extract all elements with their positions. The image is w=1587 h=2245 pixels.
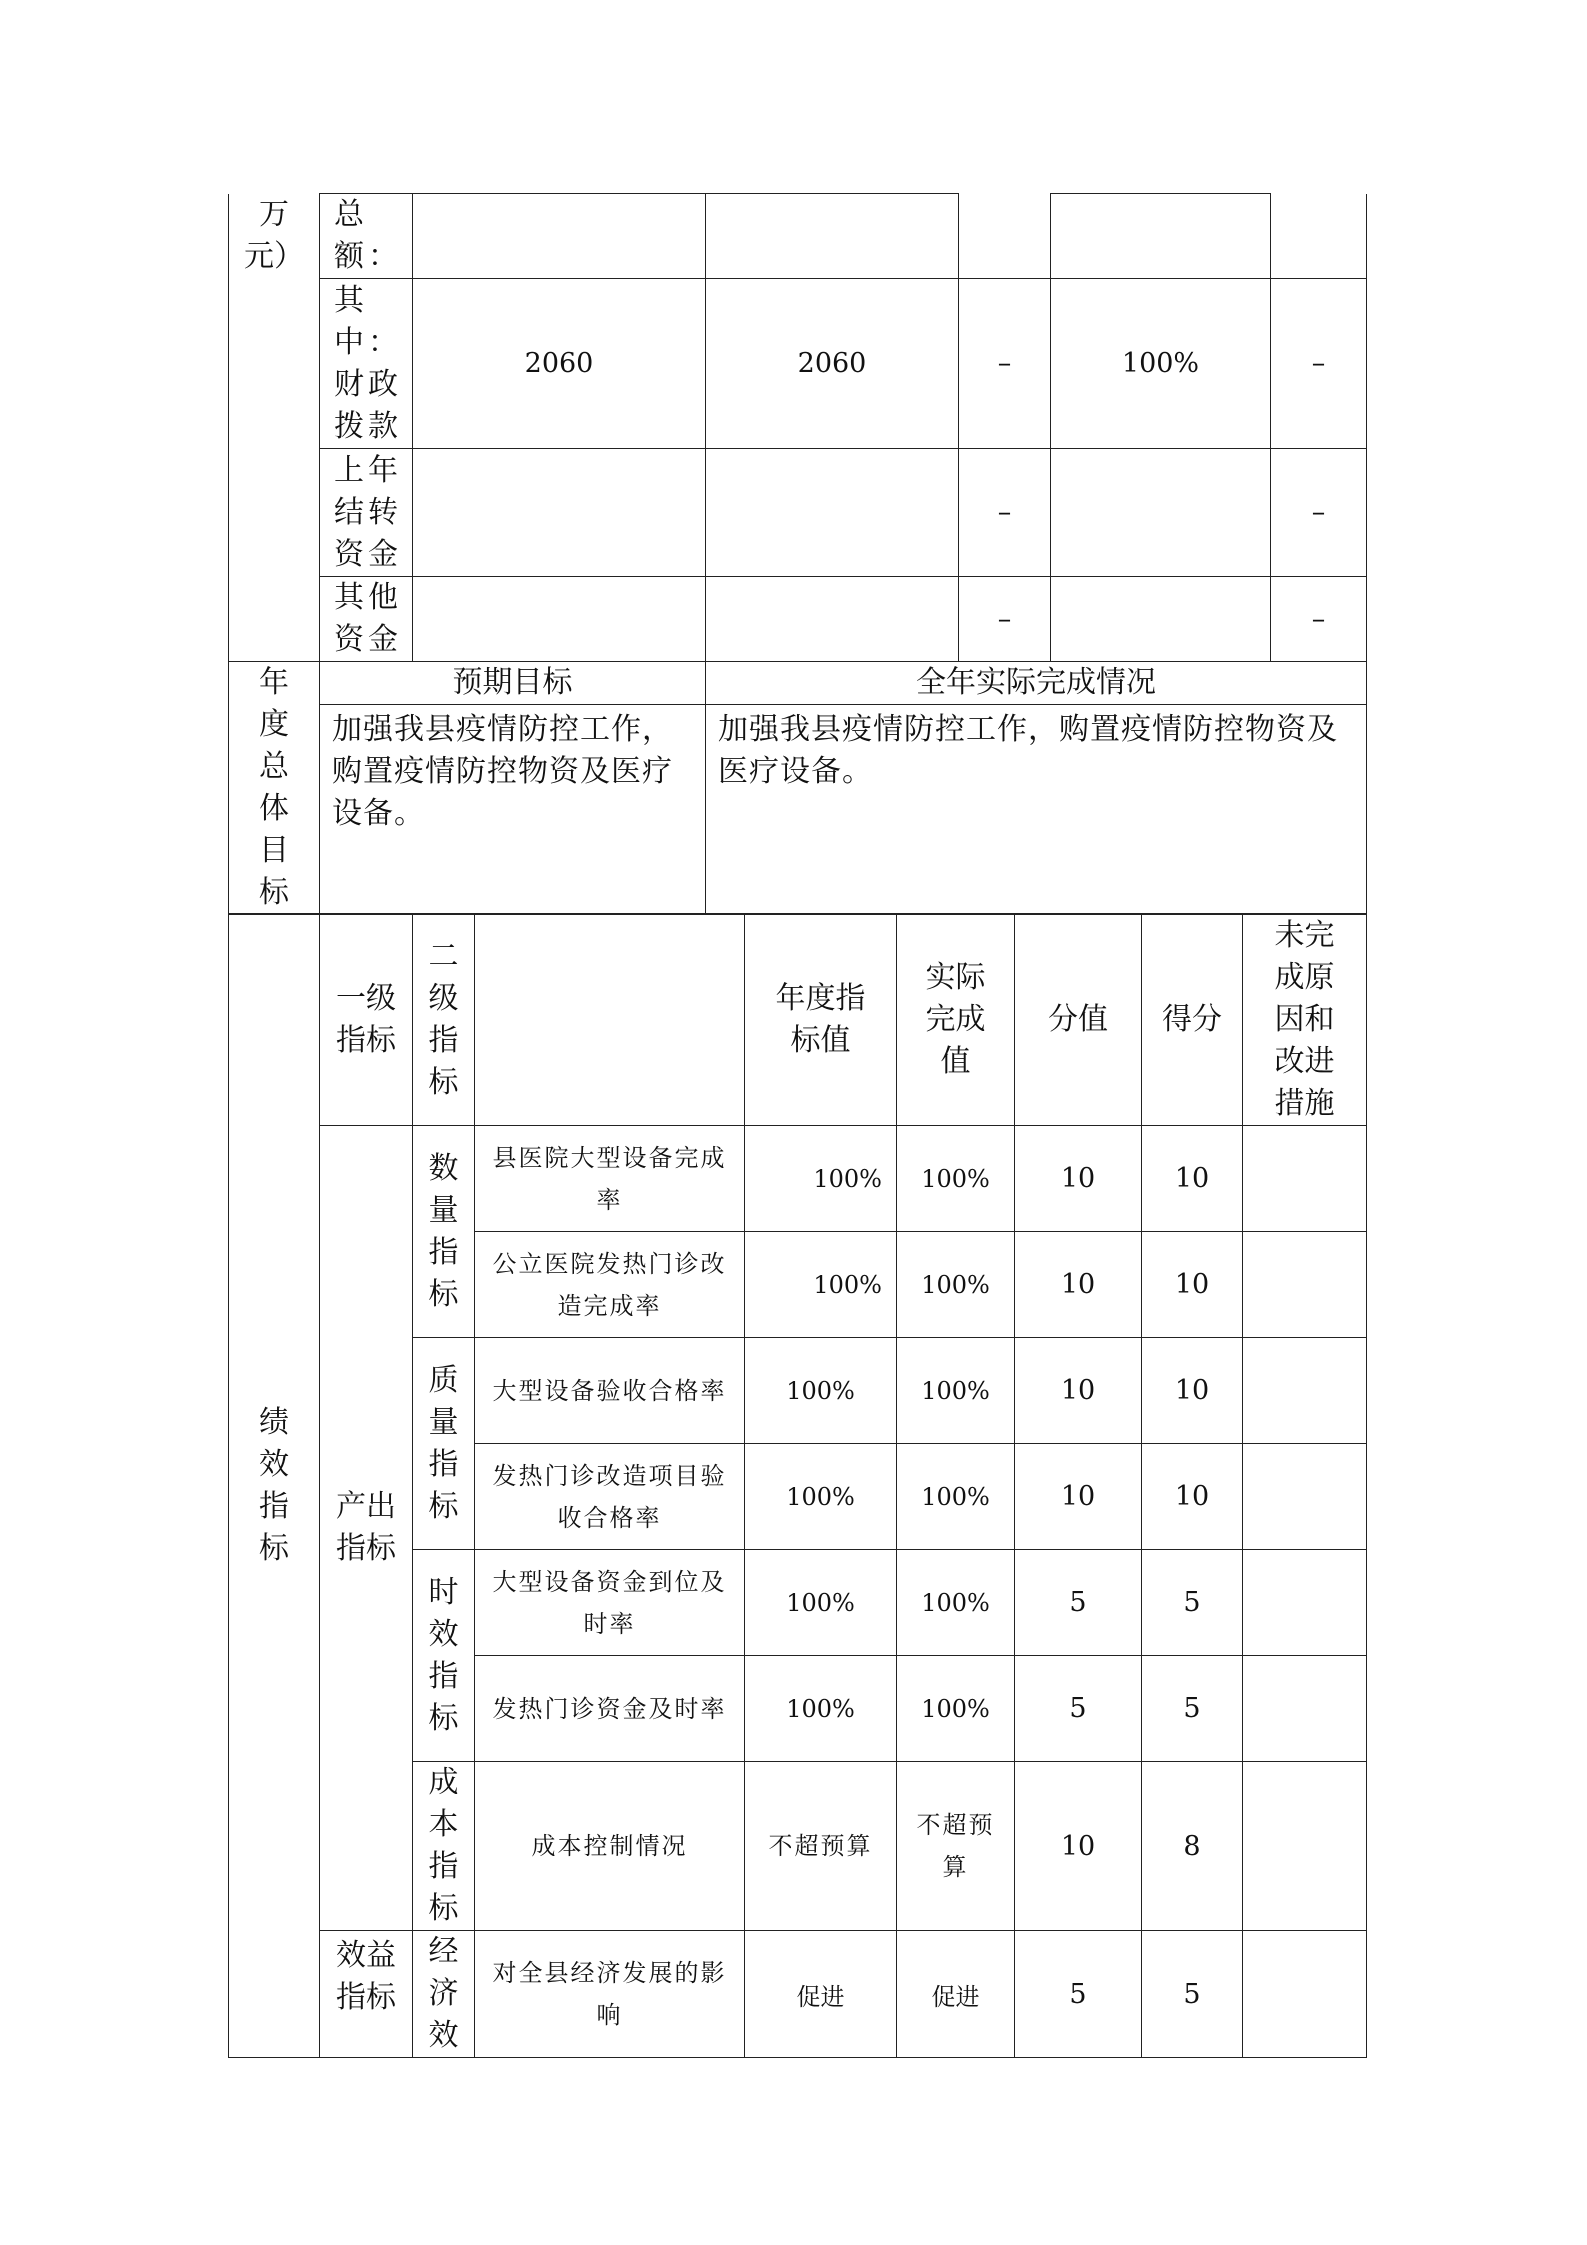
fund-cell: –: [1271, 449, 1367, 577]
funds-label-line: 元）: [244, 238, 304, 274]
indicator-actual: 不超预算: [897, 1762, 1015, 1931]
level1-benefit: 效益 指标: [320, 1931, 413, 2058]
actual-goal-text: 加强我县疫情防控工作，购置疫情防控物资及医疗设备。: [706, 705, 1367, 915]
indicator-name: 公立医院发热门诊改造完成率: [475, 1232, 745, 1338]
indicator-name: 对全县经济发展的影响: [475, 1931, 745, 2058]
performance-table: [228, 913, 1367, 2058]
indicator-reason: [1243, 1232, 1367, 1338]
indicator-value: 5: [1015, 1656, 1142, 1762]
actual-goal-header: 全年实际完成情况: [706, 662, 1367, 705]
indicator-score: 5: [1142, 1931, 1243, 2058]
header-reason: 未完 成原 因和 改进 措施: [1243, 914, 1367, 1126]
fund-cell: –: [959, 449, 1051, 577]
indicator-score: 5: [1142, 1656, 1243, 1762]
indicator-value: 10: [1015, 1126, 1142, 1232]
indicator-name: 大型设备资金到位及时率: [475, 1550, 745, 1656]
indicator-name: 大型设备验收合格率: [475, 1338, 745, 1444]
indicator-actual: 100%: [897, 1232, 1015, 1338]
indicator-target: 100%: [745, 1126, 897, 1232]
indicator-score: 10: [1142, 1126, 1243, 1232]
level2-quality: 质 量 指 标: [413, 1338, 475, 1550]
indicator-reason: [1243, 1338, 1367, 1444]
indicator-actual: 100%: [897, 1550, 1015, 1656]
header-level2: 二 级 指 标: [413, 914, 475, 1126]
indicator-target: 促进: [745, 1931, 897, 2058]
indicator-actual: 100%: [897, 1656, 1015, 1762]
fund-cell: 2060: [413, 279, 706, 449]
indicator-reason: [1243, 1550, 1367, 1656]
fund-cell: –: [959, 577, 1051, 662]
indicator-target: 不超预算: [745, 1762, 897, 1931]
performance-label-cell: 绩 效 指 标: [229, 914, 320, 2058]
fund-cell: [1051, 194, 1271, 279]
indicator-target: 100%: [745, 1444, 897, 1550]
indicator-target: 100%: [745, 1550, 897, 1656]
header-indicator-name: [475, 914, 745, 1126]
fund-cell: –: [959, 279, 1051, 449]
fund-cell: [706, 577, 959, 662]
indicator-target: 100%: [745, 1656, 897, 1762]
indicator-value: 10: [1015, 1762, 1142, 1931]
funds-label-line: 万: [259, 196, 289, 232]
indicator-actual: 100%: [897, 1126, 1015, 1232]
fund-cell: [1271, 194, 1367, 279]
indicator-actual: 100%: [897, 1338, 1015, 1444]
indicator-value: 10: [1015, 1232, 1142, 1338]
indicator-reason: [1243, 1931, 1367, 2058]
indicator-score: 8: [1142, 1762, 1243, 1931]
indicator-score: 10: [1142, 1338, 1243, 1444]
indicator-value: 5: [1015, 1550, 1142, 1656]
funds-label-cell: [229, 194, 320, 662]
indicator-reason: [1243, 1762, 1367, 1931]
fund-cell: –: [1271, 279, 1367, 449]
indicator-actual: 促进: [897, 1931, 1015, 2058]
indicator-name: 成本控制情况: [475, 1762, 745, 1931]
funds-table: [228, 193, 1367, 662]
fund-cell: 100%: [1051, 279, 1271, 449]
indicator-name: 县医院大型设备完成率: [475, 1126, 745, 1232]
fund-cell: [413, 194, 706, 279]
fund-cell: [706, 194, 959, 279]
header-score: 得分: [1142, 914, 1243, 1126]
indicator-score: 10: [1142, 1444, 1243, 1550]
fund-cell: [959, 194, 1051, 279]
header-level1: 一级 指标: [320, 914, 413, 1126]
indicator-reason: [1243, 1444, 1367, 1550]
fund-row-label: 上年 结转 资金: [320, 449, 413, 577]
indicator-score: 5: [1142, 1550, 1243, 1656]
indicator-target: 100%: [745, 1338, 897, 1444]
fund-row-label: 其他 资金: [320, 577, 413, 662]
expected-goal-text: 加强我县疫情防控工作，购置疫情防控物资及医疗设备。: [320, 705, 706, 915]
header-target: 年度指 标值: [745, 914, 897, 1126]
indicator-reason: [1243, 1126, 1367, 1232]
indicator-reason: [1243, 1656, 1367, 1762]
fund-cell: [413, 449, 706, 577]
goals-table: [228, 661, 1367, 915]
goals-label-cell: 年 度 总 体 目 标: [229, 662, 320, 915]
indicator-actual: 100%: [897, 1444, 1015, 1550]
header-score-value: 分值: [1015, 914, 1142, 1126]
level2-cost: 成 本 指 标: [413, 1762, 475, 1931]
indicator-value: 10: [1015, 1444, 1142, 1550]
level1-output: 产出 指标: [320, 1126, 413, 1931]
fund-row-label: 其 中： 财政 拨款: [320, 279, 413, 449]
fund-cell: [413, 577, 706, 662]
level2-economic: 经 济 效: [413, 1931, 475, 2058]
fund-row-label: 总 额：: [320, 194, 413, 279]
fund-cell: 2060: [706, 279, 959, 449]
header-actual: 实际 完成 值: [897, 914, 1015, 1126]
indicator-score: 10: [1142, 1232, 1243, 1338]
level2-quantity: 数 量 指 标: [413, 1126, 475, 1338]
fund-cell: [706, 449, 959, 577]
level2-timeliness: 时 效 指 标: [413, 1550, 475, 1762]
indicator-target: 100%: [745, 1232, 897, 1338]
indicator-value: 10: [1015, 1338, 1142, 1444]
fund-cell: [1051, 577, 1271, 662]
fund-cell: [1051, 449, 1271, 577]
expected-goal-header: 预期目标: [320, 662, 706, 705]
indicator-name: 发热门诊资金及时率: [475, 1656, 745, 1762]
indicator-name: 发热门诊改造项目验收合格率: [475, 1444, 745, 1550]
indicator-value: 5: [1015, 1931, 1142, 2058]
fund-cell: –: [1271, 577, 1367, 662]
